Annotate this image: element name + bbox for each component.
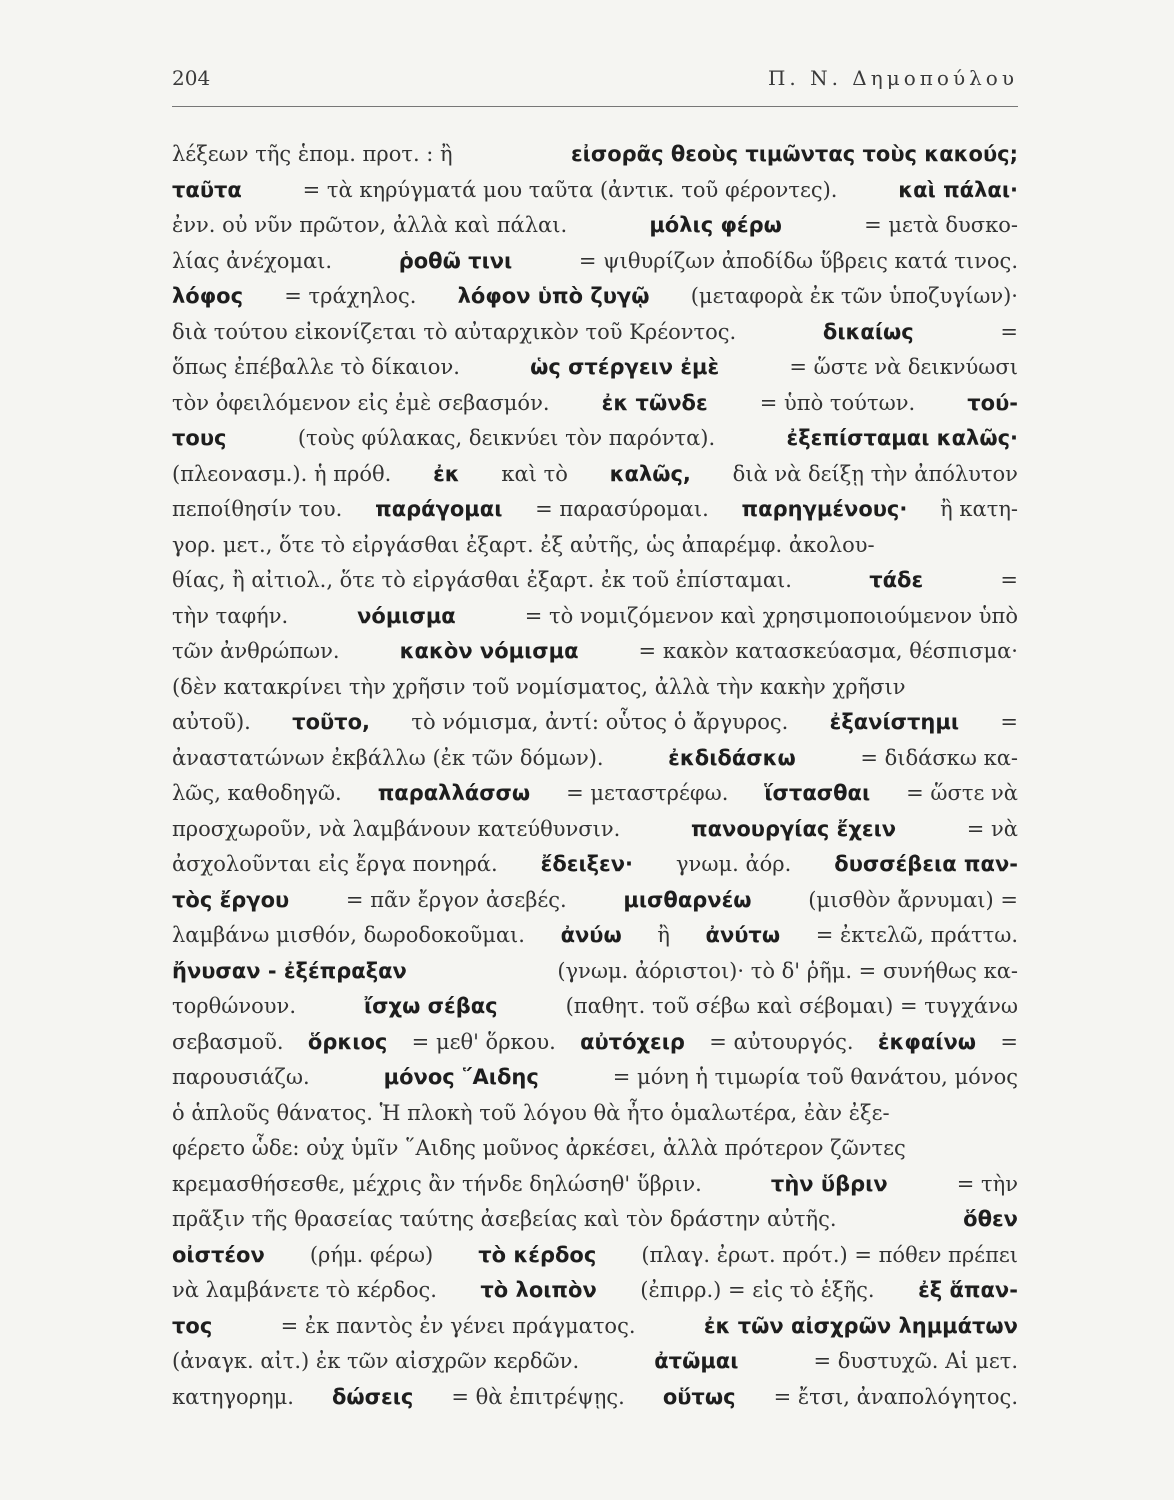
gloss-text: = τὰ κηρύγματά μου ταῦτα (ἀντικ. τοῦ φέροντες). [302,177,838,202]
lemma-term: πανουργίας ἔχειν [691,816,897,841]
gloss-text: (τοὺς φύλακας, δεικνύει τὸν παρόντα). [297,426,716,450]
gloss-text: = θὰ ἐπιτρέψῃς. [451,1384,625,1409]
gloss-text: τὴν ταφήν. [172,603,289,628]
text-line [172,173,1018,209]
gloss-text: (πλεονασμ.). ἡ πρόθ. [172,461,392,486]
gloss-text: = διδάσκω κα- [860,745,1018,770]
gloss-text: προσχωροῦν, νὰ λαμβάνουν κατεύθυνσιν. [172,816,621,841]
lemma-term: κακὸν νόμισμα [399,639,579,663]
gloss-text: = [1000,568,1018,592]
text-line [172,1131,1018,1167]
text-line [172,315,1018,351]
gloss-text: λῶς, καθοδηγῶ. [172,781,342,805]
lemma-term: τού- [967,390,1018,415]
gloss-text: = ἐκτελῶ, πράττω. [815,923,1018,947]
lemma-term: ὡς στέργειν ἐμὲ [530,355,720,379]
text-line [172,1025,1018,1061]
text-line [172,1238,1018,1274]
gloss-text: τορθώνουν. [172,994,296,1018]
lemma-term: ἔδειξεν· [540,852,634,876]
gloss-text: διὰ τούτου εἰκονίζεται τὸ αὐταρχικὸν τοῦ Κρέοντος. [172,319,737,344]
gloss-text: λαμβάνω μισθόν, δωροδοκοῦμαι. [172,923,525,947]
gloss-text: πεποίθησίν του. [172,497,343,521]
lemma-term: καὶ πάλαι· [898,177,1018,202]
text-line [172,1309,1018,1345]
gloss-text: καὶ τὸ [501,461,568,486]
text-line [172,1344,1018,1380]
text-line [172,1096,1018,1132]
text-line [172,954,1018,990]
gloss-text: (ἐπιρρ.) = εἰς τὸ ἑξῆς. [640,1278,875,1302]
gloss-text: = τὸ νομιζόμενον καὶ χρησιμοποιούμενον ὑπὸ [524,603,1018,628]
gloss-text: κατηγορημ. [172,1384,294,1409]
gloss-text: = μετὰ δυσκο- [864,213,1018,237]
gloss-text: αὐτοῦ). [172,710,251,734]
gloss-text: = μόνη ἡ τιμωρία τοῦ θανάτου, μόνος [612,1065,1018,1089]
lemma-term: τοῦτο, [292,710,370,734]
lemma-term: ἀνύω [560,923,622,947]
text-line [172,670,1018,706]
gloss-text: = μεθ' ὅρκου. [411,1029,556,1054]
lemma-term: δυσσέβεια παν- [834,852,1018,876]
lemma-term: λόφος [172,284,244,308]
gloss-text: = νὰ [966,816,1018,841]
gloss-text: ἢ κατη- [940,497,1018,521]
lemma-term: τὸ κέρδος [478,1242,597,1267]
lemma-term: νόμισμα [357,603,456,628]
running-head: Π. Ν. Δημοπούλου [767,66,1018,90]
gloss-text: = [1000,710,1018,734]
lemma-term: αὐτόχειρ [580,1029,685,1054]
gloss-text: ἢ [657,923,670,947]
text-line [172,137,1018,173]
lemma-term: ἐκ τῶνδε [601,390,708,415]
gloss-text: = τὴν [956,1171,1018,1196]
gloss-text: πρᾶξιν τῆς θρασείας ταύτης ἀσεβείας καὶ τὸν δράστην αὐτῆς. [172,1207,837,1231]
lemma-term: ἐκδιδάσκω [668,745,796,770]
gloss-text: (παθητ. τοῦ σέβω καὶ σέβομαι) = τυγχάνω [565,994,1018,1018]
lemma-term: ἐξεπίσταμαι καλῶς· [786,426,1018,450]
lemma-term: ἀτῶμαι [654,1349,739,1373]
text-line [172,776,1018,812]
gloss-text: (μισθὸν ἄρνυμαι) = [808,887,1018,912]
text-line [172,350,1018,386]
text-line [172,741,1018,777]
gloss-text: (ἀναγκ. αἰτ.) ἐκ τῶν αἰσχρῶν κερδῶν. [172,1349,580,1373]
text-line [172,705,1018,741]
gloss-text: λέξεων τῆς ἑπομ. προτ. : ἢ [172,142,453,166]
text-line [172,918,1018,954]
text-line [172,1167,1018,1203]
gloss-text: (δὲν κατακρίνει τὴν χρῆσιν τοῦ νομίσματος, ἀλλὰ τὴν κακὴν χρῆσιν [172,674,906,699]
gloss-text: (ρήμ. φέρω) [309,1242,434,1267]
page-number: 204 [172,66,211,90]
gloss-text: σεβασμοῦ. [172,1029,284,1054]
lemma-term: ἐκ τῶν αἰσχρῶν λημμάτων [703,1313,1018,1338]
lemma-term: ἐξανίστημι [829,710,960,734]
gloss-text: = [1000,319,1018,344]
gloss-text: = ψιθυρίζων ἀποδίδω ὕβρεις κατά τινος. [578,248,1018,273]
lemma-term: εἰσορᾶς θεοὺς τιμῶντας τοὺς κακούς; [570,142,1018,166]
page-header [172,66,1018,106]
lemma-term: παραλλάσσω [377,781,531,805]
gloss-text: = αὐτουργός. [709,1029,854,1054]
gloss-text: τὸν ὀφειλόμενον εἰς ἐμὲ σεβασμόν. [172,390,550,415]
text-line [172,386,1018,422]
text-line [172,492,1018,528]
lemma-term: λόφον ὑπὸ ζυγῷ [457,284,650,308]
lemma-term: ἐκφαίνω [877,1029,977,1054]
gloss-text: (μεταφορὰ ἐκ τῶν ὑποζυγίων)· [690,284,1018,308]
lemma-term: τὴν ὕβριν [770,1171,888,1196]
gloss-text: λίας ἀνέχομαι. [172,248,333,273]
gloss-text: ὁ ἁπλοῦς θάνατος. Ἡ πλοκὴ τοῦ λόγου θὰ ἦτο ὁμαλωτέρα, ἐὰν ἐξε- [172,1100,890,1125]
lemma-term: τὸ λοιπὸν [480,1278,597,1302]
gloss-text: (πλαγ. ἐρωτ. πρότ.) = πόθεν πρέπει [641,1242,1018,1267]
lemma-term: παράγομαι [375,497,503,521]
gloss-text: τὸ νόμισμα, ἀντί: οὗτος ὁ ἄργυρος. [411,710,789,734]
gloss-text: = ἐκ παντὸς ἐν γένει πράγματος. [280,1313,636,1338]
lemma-term: ἤνυσαν - ἐξέπραξαν [172,958,407,983]
lemma-term: τὸς ἔργου [172,887,290,912]
lemma-term: μισθαρνέω [623,887,752,912]
lemma-term: μόλις φέρω [649,213,782,237]
text-line [172,883,1018,919]
text-line [172,1060,1018,1096]
text-line [172,599,1018,635]
lemma-term: δώσεις [331,1384,414,1409]
lemma-term: τάδε [869,568,924,592]
text-line [172,279,1018,315]
gloss-text: γνωμ. ἀόρ. [676,852,792,876]
gloss-text: παρουσιάζω. [172,1065,310,1089]
lemma-term: ὅρκιος [307,1029,388,1054]
gloss-text: τῶν ἀνθρώπων. [172,639,340,663]
lemma-term: ὅθεν [963,1207,1018,1231]
gloss-text: κρεμασθήσεσθε, μέχρις ἂν τήνδε δηλώσηθ' ὕβριν. [172,1171,702,1196]
text-line [172,244,1018,280]
gloss-text: = ὑπὸ τούτων. [759,390,916,415]
gloss-text: = δυστυχῶ. Αἱ μετ. [813,1349,1018,1373]
gloss-text: = πᾶν ἔργον ἀσεβές. [345,887,567,912]
text-line [172,457,1018,493]
gloss-text: ἀναστατώνων ἐκβάλλω (ἐκ τῶν δόμων). [172,745,604,770]
lemma-term: μόνος ῞Αιδης [383,1065,539,1089]
text-line [172,528,1018,564]
lemma-term: ἴσχω σέβας [364,994,498,1018]
text-line [172,989,1018,1025]
gloss-text: ἐνν. οὐ νῦν πρῶτον, ἀλλὰ καὶ πάλαι. [172,213,568,237]
gloss-text: = ὥστε νὰ δεικνύωσι [789,355,1018,379]
gloss-text: νὰ λαμβάνετε τὸ κέρδος. [172,1278,437,1302]
gloss-text: γορ. μετ., ὅτε τὸ εἰργάσθαι ἐξαρτ. ἐξ αὐτῆς, ὡς ἀπαρέμφ. ἀκολου- [172,532,875,557]
text-line [172,208,1018,244]
lemma-term: παρηγμένους· [741,497,908,521]
gloss-text: = [1000,1029,1018,1054]
gloss-text: = κακὸν κατασκεύασμα, θέσπισμα· [638,639,1018,663]
gloss-text: (γνωμ. ἀόριστοι)· τὸ δ' ῥῆμ. = συνήθως κα- [557,958,1018,983]
text-line [172,847,1018,883]
text-line [172,1202,1018,1238]
text-line [172,812,1018,848]
gloss-text: ἀσχολοῦνται εἰς ἔργα πονηρά. [172,852,498,876]
lemma-term: ἐξ ἅπαν- [918,1278,1018,1302]
lemma-term: ἐκ [433,461,460,486]
text-line [172,1273,1018,1309]
commentary-text [172,137,1018,1415]
gloss-text: φέρετο ὧδε: οὐχ ὑμῖν ῞Αιδης μοῦνος ἀρκέσει, ἀλλὰ πρότερον ζῶντες [172,1136,906,1160]
gloss-text: διὰ νὰ δείξῃ τὴν ἀπόλυτον [732,461,1018,486]
text-line [172,1380,1018,1416]
text-line [172,634,1018,670]
gloss-text: ὅπως ἐπέβαλλε τὸ δίκαιον. [172,355,460,379]
lemma-term: ἀνύτω [705,923,781,947]
lemma-term: οὕτως [662,1384,736,1409]
lemma-term: δικαίως [822,319,914,344]
header-rule [172,106,1018,107]
lemma-term: ταῦτα [172,177,242,202]
gloss-text: = ὥστε νὰ [906,781,1018,805]
gloss-text: = παρασύρομαι. [535,497,709,521]
lemma-term: ῥοθῶ τινι [398,248,513,273]
lemma-term: οἰστέον [172,1242,265,1267]
gloss-text: = τράχηλος. [284,284,417,308]
lemma-term: καλῶς, [609,461,691,486]
gloss-text: = μεταστρέφω. [566,781,729,805]
lemma-term: τος [172,1313,213,1338]
lemma-term: τους [172,426,227,450]
gloss-text: = ἔτσι, ἀναπολόγητος. [773,1384,1018,1409]
lemma-term: ἵστασθαι [764,781,871,805]
gloss-text: θίας, ἢ αἰτιολ., ὅτε τὸ εἰργάσθαι ἐξαρτ. ἐκ τοῦ ἐπίσταμαι. [172,568,792,592]
text-line [172,563,1018,599]
text-line [172,421,1018,457]
